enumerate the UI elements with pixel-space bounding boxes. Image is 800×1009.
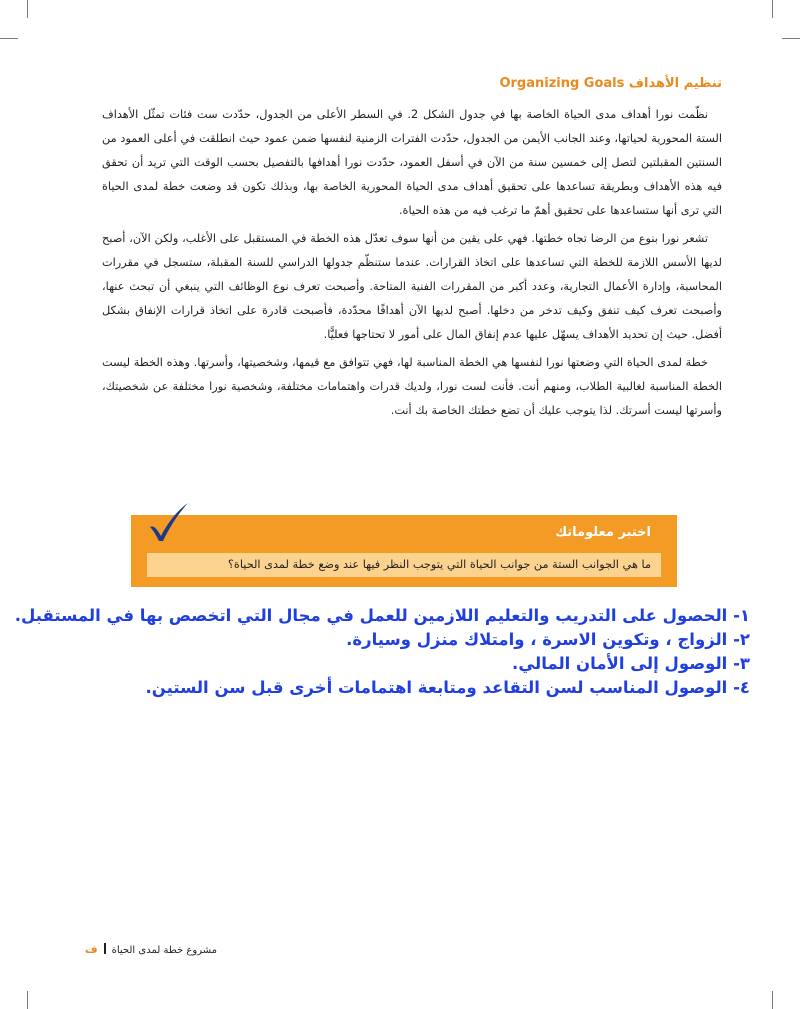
page-number: ف bbox=[84, 943, 98, 956]
body-text bbox=[102, 103, 722, 427]
answer-item: ٢- الزواج ، وتكوين الاسرة ، وامتلاك منزل وسيارة. bbox=[346, 630, 750, 649]
quiz-box-question: ما هي الجوانب الستة من جوانب الحياة التي يتوجب النظر فيها عند وضع خطة لمدى الحياة؟ bbox=[147, 553, 661, 577]
footer-book-title: مشروع خطة لمدى الحياة bbox=[111, 945, 217, 956]
crop-mark bbox=[0, 38, 18, 39]
crop-mark bbox=[782, 38, 800, 39]
footer-separator bbox=[104, 943, 106, 954]
quiz-box-title: اختبر معلوماتك bbox=[555, 525, 651, 540]
checkmark-icon bbox=[146, 500, 190, 544]
section-title: تنظيم الأهداف Organizing Goals bbox=[499, 76, 722, 91]
crop-mark bbox=[27, 991, 28, 1009]
answer-item: ٤- الوصول المناسب لسن التقاعد ومتابعة اهتمامات أخرى قبل سن الستين. bbox=[145, 678, 750, 697]
answer-item: ١- الحصول على التدريب والتعليم اللازمين للعمل في مجال التي اتخصص بها في المستقبل. bbox=[14, 606, 750, 625]
page-footer bbox=[85, 943, 217, 956]
crop-mark bbox=[27, 0, 28, 18]
answer-item: ٣- الوصول إلى الأمان المالي. bbox=[512, 654, 750, 673]
crop-mark bbox=[772, 991, 773, 1009]
crop-mark bbox=[772, 0, 773, 18]
paragraph: خطة لمدى الحياة التي وضعتها نورا لنفسها هي الخطة المناسبة لها، فهي تتوافق مع قيمها، وشخصيتها، وأسرتها. وهذه الخطة ليست الخطة المناسبة لغالبية الطلاب، ومنهم أنت. فأنت لست نورا، ولديك قدرات واهتمامات مختلفة، وشخصية نورا مختلفة عن شخصيتك، وأسرتها ليست أسرتك. لذا يتوجب عليك أن تضع خطتك الخاصة بك أنت. bbox=[102, 356, 722, 417]
quiz-box bbox=[131, 515, 677, 587]
paragraph: نظّمت نورا أهداف مدى الحياة الخاصة بها في جدول الشكل 2. في السطر الأعلى من الجدول، حدّدت ست فئات تمثّل الأهداف الستة المحورية لحياتها، وعند الجانب الأيمن من الجدول، حدّدت الفترات الزمنية لنفسها ضمن عمود حيث انطلقت في أعلى العمود من السنتين المقبلتين لتصل إلى خمسين سنة من الآن في أسفل العمود، حدّدت نورا أهدافها بالتفصيل بحسب الوقت التي تريد أن تحقق فيه هذه الأهداف وبطريقة تساعدها على تحقيق أهداف مدى الحياة المحورية الخاصة بها، وبذلك تكون قد وضعت خطة لمدى الحياة التي ترى أنها ستساعدها على تحقيق أهمّ ما ترغب فيه من هذه الحياة. bbox=[102, 108, 722, 217]
paragraph: تشعر نورا بنوع من الرضا تجاه خطتها. فهي على يقين من أنها سوف تعدّل هذه الخطة في المستقبل على الأغلب، ولكن الآن، أصبح لديها الأسس اللازمة للخطة التي تساعدها على اتخاذ القرارات. عندما ستنظّم جدولها الدراسي للسنة المقبلة، ستسجل في مقررات المحاسبة، وإدارة الأعمال التجارية، وعدد أكبر من المقررات الفنية المتاحة. وأصبحت تعرف نوع الوظائف التي ينبغي أن تبحث عنها، وأصبحت تعرف كيف تنفق وكيف تدخر من دخلها. أصبح لديها الآن أهدافًا محدّدة، فأصبحت قادرة على اتخاذ قرارات الإنفاق بشكل أفضل. حيث إن تحديد الأهداف يسهّل عليها عدم إنفاق المال على أمور لا تحتاجها فعليًّا. bbox=[102, 232, 722, 341]
answer-list bbox=[15, 604, 750, 700]
